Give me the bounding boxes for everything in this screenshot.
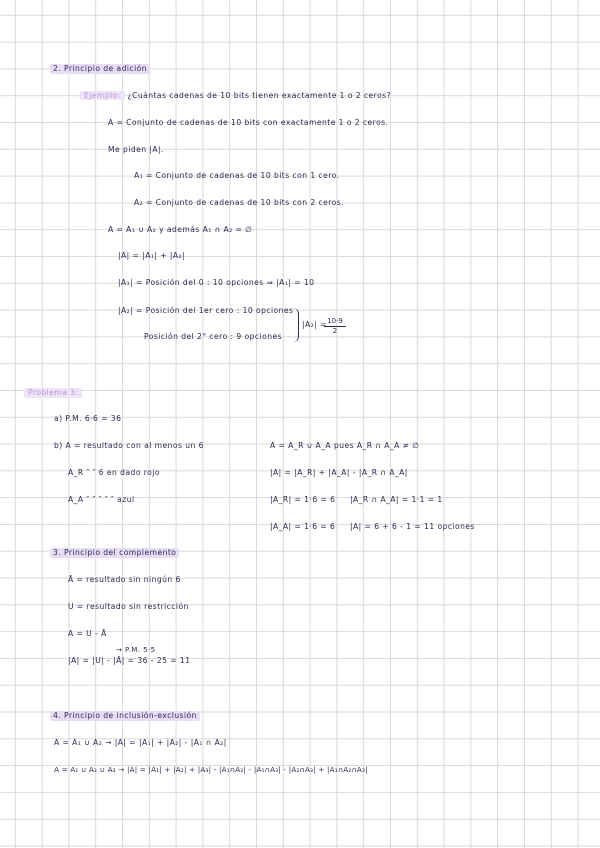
example-question: ¿Cuántas cadenas de 10 bits tienen exactamente 1 o 2 ceros? <box>127 91 392 100</box>
problem-3-label: Problema 3: <box>24 388 82 398</box>
section-4-title: 4. Principio de inclusión-exclusión <box>50 711 200 721</box>
universe-definition: U = resultado sin restricción <box>68 602 189 611</box>
ar-definition: A_R ″ ″ 6 en dado rojo <box>68 468 160 477</box>
a2-result-label: |A₂| = <box>302 320 327 329</box>
intersection-value: |A_R ∩ A_A| = 1·1 = 1 <box>350 495 443 504</box>
section-3-title: 3. Principio del complemento <box>50 548 179 558</box>
aa-value: |A_A| = 1·6 = 6 <box>270 522 336 531</box>
definition-a: A = Conjunto de cadenas de 10 bits con exactamente 1 o 2 ceros. <box>108 118 389 127</box>
ar-value: |A_R| = 1·6 = 6 <box>270 495 336 504</box>
example-label: Ejemplo: <box>80 91 125 100</box>
total-value: |A| = 6 + 6 - 1 = 11 opciones <box>350 522 475 531</box>
cardinal-sum: |A| = |A₁| + |A₂| <box>118 251 186 260</box>
part-b-definition: b) A = resultado con al menos un 6 <box>54 441 204 450</box>
a2-first-zero: |A₂| = Posición del 1er cero : 10 opciones <box>118 306 294 315</box>
pm-annotation: → P.M. 5·5 <box>116 646 156 654</box>
a2-second-zero: Posición del 2° cero : 9 opciones <box>144 332 283 341</box>
three-set-formula: A = A₁ ∪ A₂ ∪ A₃ → |A| = |A₁| + |A₂| + |A₃| - |A₁∩A₂| - |A₁∩A₃| - |A₂∩A₃| + |A₁∩A₂∩A₃| <box>54 765 368 774</box>
part-b-union: A = A_R ∪ A_A pues A_R ∩ A_A ≠ ∅ <box>270 441 420 450</box>
a2-fraction <box>324 317 346 336</box>
a1-cardinal: |A₁| = Posición del 0 : 10 opciones ⇒ |A₁| = 10 <box>118 278 315 287</box>
aa-definition: A_A ″ ″ ″ ″ ″ azul <box>68 495 135 504</box>
union-line: A = A₁ ∪ A₂ y además A₁ ∩ A₂ = ∅ <box>108 225 253 234</box>
part-a: a) P.M. 6·6 = 36 <box>54 414 122 423</box>
fraction-numerator: 10·9 <box>324 317 346 327</box>
fraction-denominator: 2 <box>332 327 338 335</box>
definition-a2: A₂ = Conjunto de cadenas de 10 bits con 2 ceros. <box>134 198 344 207</box>
piden-line: Me piden |A|. <box>108 145 164 154</box>
example-line <box>80 91 391 101</box>
ar-cardinal-formula: |A| = |A_R| + |A_A| - |A_R ∩ A_A| <box>270 468 408 477</box>
two-set-formula: A = A₁ ∪ A₂ → |A| = |A₁| + |A₂| - |A₁ ∩ A₂| <box>54 738 227 747</box>
definition-a1: A₁ = Conjunto de cadenas de 10 bits con 1 cero. <box>134 171 340 180</box>
section-2-title: 2. Principio de adición <box>50 64 150 74</box>
complement-calc: |A| = |U| - |Ā| = 36 - 25 = 11 <box>68 656 191 665</box>
right-brace <box>292 308 299 342</box>
a-equals-u-minus: A = U - Ā <box>68 629 107 638</box>
complement-definition: Ā = resultado sin ningún 6 <box>68 575 181 584</box>
